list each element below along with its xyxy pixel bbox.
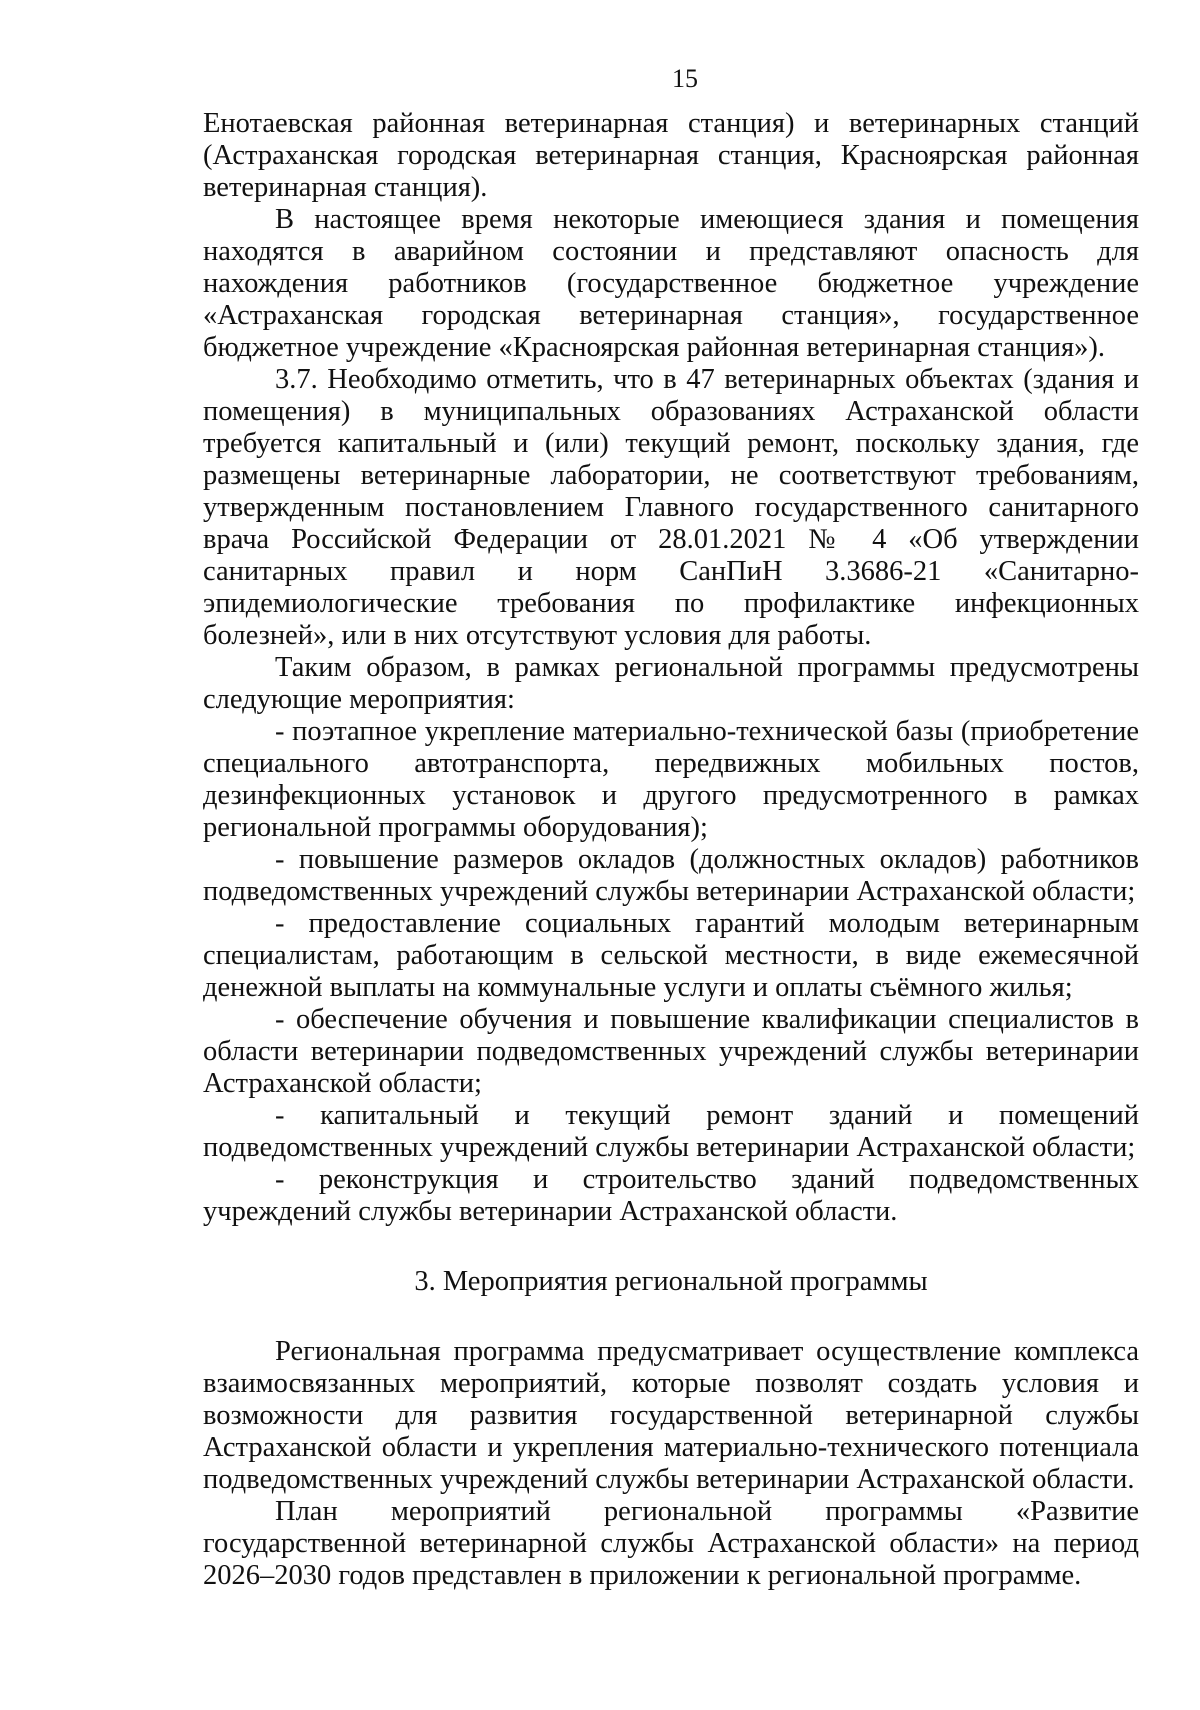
measure-item: - поэтапное укрепление материально-технической базы (приобретение специального автотранспорта, передвижных мобильных постов, дезинфекционных установок и другого предусмотренного в рамках региональной программы оборудования); [203, 716, 1139, 843]
program-paragraph: Региональная программа предусматривает осуществление комплекса взаимосвязанных мероприятий, которые позволят создать условия и возможности для развития государственной ветеринарной службы Астраханской области и укрепления материально-технического потенциала подведомственных учреждений службы ветеринарии Астраханской области. [203, 1336, 1139, 1495]
emergency-buildings-paragraph: В настоящее время некоторые имеющиеся здания и помещения находятся в аварийном состоянии и представляют опасность для нахождения работников (государственное бюджетное учреждение «Астраханская городская ветеринарная станция», государственное бюджетное учреждение «Красноярская районная ветеринарная станция»). [203, 204, 1139, 363]
body-text [203, 108, 1139, 1592]
section-heading: 3. Мероприятия региональной программы [414, 1266, 928, 1297]
page-number: 15 [672, 64, 698, 93]
measures-intro-paragraph: Таким образом, в рамках региональной программы предусмотрены следующие мероприятия: [203, 652, 1139, 715]
measure-item: - предоставление социальных гарантий молодым ветеринарным специалистам, работающим в сельской местности, в виде ежемесячной денежной выплаты на коммунальные услуги и оплаты съёмного жилья; [203, 908, 1139, 1003]
item-3-7-paragraph: 3.7. Необходимо отметить, что в 47 ветеринарных объектах (здания и помещения) в муниципальных образованиях Астраханской области требуется капитальный и (или) текущий ремонт, поскольку здания, где размещены ветеринарные лаборатории, не соответствуют требованиям, утвержденным постановлением Главного государственного санитарного врача Российской Федерации от 28.01.2021 № 4 «Об утверждении санитарных правил и норм СанПиН 3.3686-21 «Санитарно-эпидемиологические требования по профилактике инфекционных болезней», или в них отсутствуют условия для работы. [203, 364, 1139, 651]
plan-paragraph: План мероприятий региональной программы «Развитие государственной ветеринарной службы Астраханской области» на период 2026–2030 годов представлен в приложении к региональной программе. [203, 1496, 1139, 1591]
continuation-paragraph: Енотаевская районная ветеринарная станция) и ветеринарных станций (Астраханская городская ветеринарная станция, Красноярская районная ветеринарная станция). [203, 108, 1139, 203]
measure-item: - капитальный и текущий ремонт зданий и помещений подведомственных учреждений службы ветеринарии Астраханской области; [203, 1100, 1139, 1163]
measure-item: - обеспечение обучения и повышение квалификации специалистов в области ветеринарии подведомственных учреждений службы ветеринарии Астраханской области; [203, 1004, 1139, 1099]
measure-item: - повышение размеров окладов (должностных окладов) работников подведомственных учреждений службы ветеринарии Астраханской области; [203, 844, 1139, 907]
measure-item: - реконструкция и строительство зданий подведомственных учреждений службы ветеринарии Астраханской области. [203, 1164, 1139, 1227]
